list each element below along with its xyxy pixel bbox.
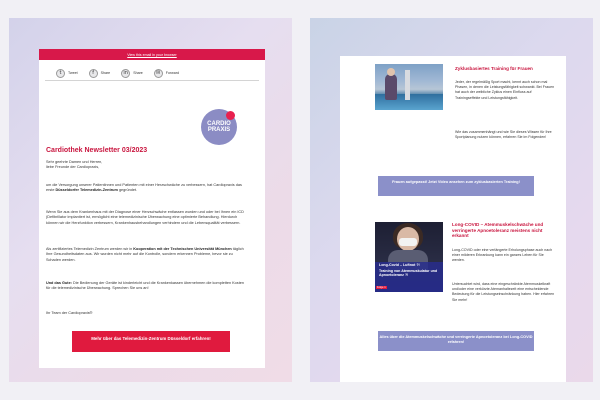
- cardiopraxis-logo: [201, 109, 237, 145]
- email-card: [39, 49, 265, 368]
- p1-b: Düsseldorfer Telemedizin-Zentrum: [55, 188, 118, 193]
- social-label: Forward: [165, 71, 179, 75]
- social-tweet[interactable]: [56, 66, 78, 80]
- social-label: Share: [133, 71, 143, 75]
- linkedin-icon: in: [121, 69, 130, 78]
- logo-line2: PRAXIS: [207, 127, 231, 133]
- p1-c: gegründet.: [117, 188, 138, 193]
- logo-line1: CARDIO: [207, 121, 231, 127]
- section-text-training-1: Jeder, der regelmäßig Sport macht, kennt auch schon mal Phasen, in denen die Leistungsfähigkeit schwankt. Bei Frauen hat auch der weibliche Zyklus einen Einfluss auf Trainingseffekte und Leistungsfähigkeit.: [455, 80, 555, 100]
- p3-a: Als zertifiziertes Telemedizin Zentrum werden wir in: [46, 247, 134, 251]
- p4-a: Und das Gute:: [46, 281, 72, 285]
- p3-c: täglich Ihre Gesundheitsdaten aus. Wir wurden nicht mehr auf die Kontrolle, sondern erkennen Probleme, bevor sie zu Schaden werden.: [46, 247, 244, 262]
- social-share[interactable]: [89, 66, 111, 80]
- paragraph-1: [46, 183, 246, 194]
- newsletter-title: Cardiothek Newsletter 03/2023: [46, 147, 148, 154]
- telemedizin-button[interactable]: Mehr über das Telemedizin-Zentrum Düsseldorf erfahren!: [72, 331, 230, 352]
- paragraph-3: [46, 247, 246, 263]
- section-text-longcovid-2: Untersuchtet wird, dass eine eingeschränkte Atemmuskelkraft und/oder eine verkürzte Atemanhaltezeit eine entscheidende Bedeutung für die Leistungseinschränkung haben. Hier erfahren Sie mehr!: [452, 282, 555, 302]
- social-bar: [45, 60, 259, 81]
- section-title-longcovid: Long-COVID – Atemmuskelschwäche und verringerte Apnoetoleranz meistens nicht erkannt: [452, 222, 544, 239]
- social-linkedin[interactable]: [121, 66, 143, 80]
- training-video-button[interactable]: Frauen aufgepasst! Jetzt Video ansehen zum zyklusbasierten Training!: [378, 176, 534, 196]
- section-text-training-2: Wie das zusammenhängt und wie Sie dieses Wissen für Ihre Sportplanung nutzen können, erfahren Sie im Folgenden!: [455, 130, 552, 140]
- view-in-browser-link[interactable]: View this email in your browser: [127, 52, 177, 57]
- social-label: Tweet: [68, 71, 78, 75]
- newsletter-preview-right: [310, 18, 593, 382]
- newsletter-preview-left: [9, 18, 292, 382]
- section-text-longcovid-1: Long-COVID oder eine verlängerte Erholungsphase auch nach einer milderen Erkrankung kann ein ganzes Leben für Sie werden.: [452, 248, 553, 263]
- paragraph-2: Wenn Sie aus dem Krankenhaus mit der Diagnose einer Herzschwäche entlassen wurden und oder bei Ihnen ein ICD (Defibrillator implantiert ist, ermöglicht eine telemedizinische Überwachung eine optimierte Behandlung. Hierdurch können wir die Herzfunktion verbessern, Krankenhausbehandlungen verhindern und die Lebensqualität verbessern.: [46, 210, 244, 225]
- person-shape: [385, 74, 397, 100]
- twitter-icon: t: [56, 69, 65, 78]
- training-photo: [375, 64, 443, 110]
- long-covid-photo: [375, 222, 443, 292]
- greeting-line2: liebe Freunde der Cardiopraxis,: [46, 165, 100, 170]
- social-forward[interactable]: [154, 66, 179, 80]
- head-shape: [387, 68, 395, 76]
- mask-shape: [399, 238, 417, 246]
- p1-a: um die Versorgung unserer Patientinnen und Patienten mit einer Herzschwäche zu verbessern, hat Cardiopraxis das erste: [46, 183, 242, 193]
- topbar: [39, 49, 265, 60]
- rail-shape: [405, 70, 410, 100]
- paragraph-4: [46, 281, 246, 292]
- logo-dot: [226, 111, 235, 120]
- image-tag: Folge 1: [377, 286, 386, 289]
- greeting: [46, 160, 246, 171]
- forward-icon: ✉: [154, 69, 163, 78]
- email-card-continued: [340, 56, 566, 382]
- longcovid-button[interactable]: Alles über die Atemmuskelschwäche und verringerte Apnoetoleranz bei Long-COVID erfahren!: [378, 331, 534, 351]
- p3-b: Kooperation mit der Technischen Universität München: [133, 247, 232, 251]
- greeting-line1: Sehr geehrte Damen und Herren,: [46, 160, 103, 164]
- section-title-training: Zyklusbasiertes Training für Frauen: [455, 66, 533, 71]
- image-caption-1: Long-Covid – Luftnot ?!: [379, 263, 420, 267]
- image-caption-2: Training von Atemmuskulatur und Apnoetoleranz ?!: [379, 269, 438, 278]
- social-label: Share: [100, 71, 111, 75]
- p4-b: Die Bedienung der Geräte ist kinderleicht und die Krankenkassen übernehmen die kompletten Kosten für die telemedizinische Überwachung. Sprechen Sie uns an!: [46, 281, 244, 291]
- signoff: Ihr Team der Cardiopraxis®: [46, 311, 93, 315]
- share-icon: f: [89, 69, 98, 78]
